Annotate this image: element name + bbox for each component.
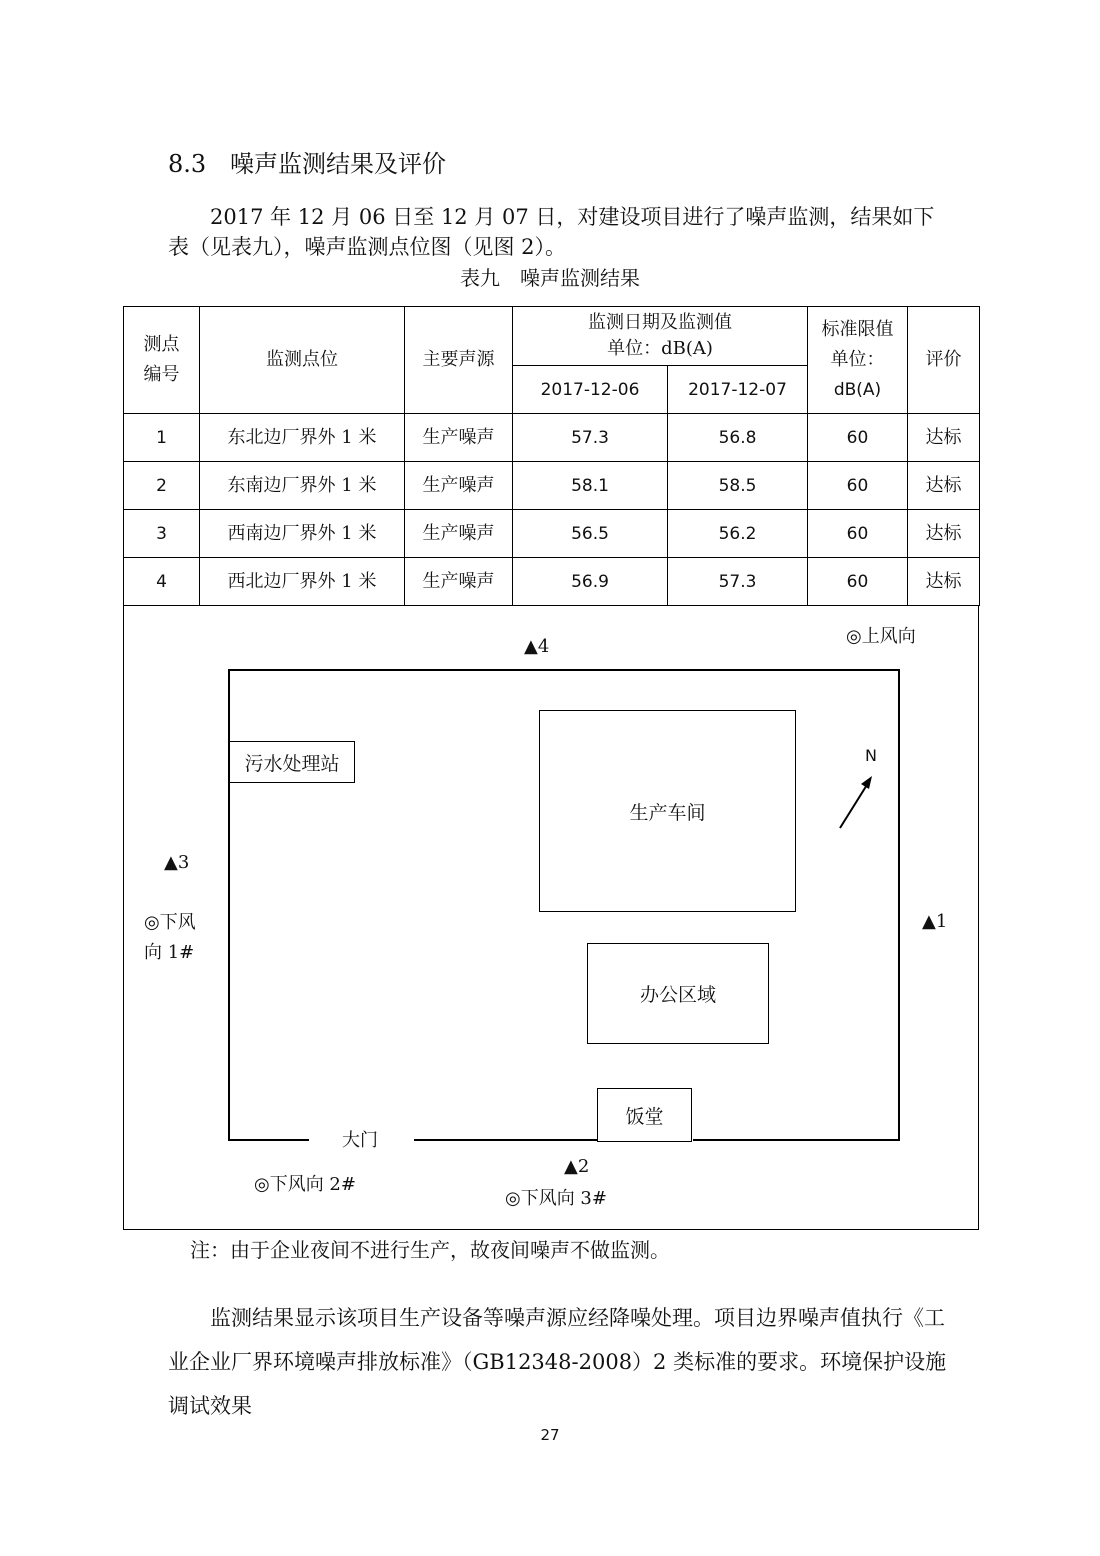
downwind-1-label: ◎下风 向 1#	[144, 912, 196, 963]
header-date1: 2017-12-06	[513, 366, 668, 414]
downwind-2-label: ◎下风向 2#	[254, 1174, 356, 1195]
header-limit: 标准限值 单位： dB(A)	[808, 307, 908, 414]
section-title: 噪声监测结果及评价	[230, 150, 446, 178]
cell-source: 生产噪声	[405, 414, 513, 462]
cell-value-day2: 57.3	[668, 558, 808, 606]
north-arrow-icon	[840, 780, 870, 828]
downwind-3-label: ◎下风向 3#	[505, 1188, 607, 1209]
cell-value-day2: 58.5	[668, 462, 808, 510]
gate-label: 大门	[342, 1130, 378, 1151]
cell-source: 生产噪声	[405, 510, 513, 558]
canteen-box: 饭堂	[597, 1088, 692, 1142]
cell-value-day1: 56.5	[513, 510, 668, 558]
section-number: 8.3	[168, 150, 207, 178]
table-note: 注：由于企业夜间不进行生产，故夜间噪声不做监测。	[190, 1238, 670, 1262]
workshop-box: 生产车间	[539, 710, 796, 912]
cell-value-day2: 56.8	[668, 414, 808, 462]
cell-source: 生产噪声	[405, 462, 513, 510]
header-point-no: 测点编号	[124, 307, 200, 414]
cell-location: 西南边厂界外 1 米	[200, 510, 405, 558]
cell-location: 西北边厂界外 1 米	[200, 558, 405, 606]
cell-source: 生产噪声	[405, 558, 513, 606]
cell-value-day1: 56.9	[513, 558, 668, 606]
page-number: 27	[540, 1426, 560, 1444]
sewage-station-box: 污水处理站	[229, 741, 355, 783]
header-location: 监测点位	[200, 307, 405, 414]
cell-no: 3	[124, 510, 200, 558]
upwind-label: ◎上风向	[846, 626, 916, 647]
point-4-marker: ▲4	[524, 636, 550, 657]
cell-no: 4	[124, 558, 200, 606]
cell-value-day1: 58.1	[513, 462, 668, 510]
cell-location: 东北边厂界外 1 米	[200, 414, 405, 462]
table-row	[124, 414, 980, 462]
cell-eval: 达标	[908, 558, 980, 606]
cell-limit: 60	[808, 558, 908, 606]
header-evaluation: 评价	[908, 307, 980, 414]
header-source: 主要声源	[405, 307, 513, 414]
cell-no: 1	[124, 414, 200, 462]
header-date2: 2017-12-07	[668, 366, 808, 414]
conclusion-paragraph: 监测结果显示该项目生产设备等噪声源应经降噪处理。项目边界噪声值执行《工业企业厂界环境噪声排放标准》（GB12348-2008）2 类标准的要求。环境保护设施调试效果	[168, 1306, 947, 1418]
cell-no: 2	[124, 462, 200, 510]
cell-value-day1: 57.3	[513, 414, 668, 462]
site-map-lines	[124, 606, 980, 1230]
section-heading	[168, 144, 446, 179]
cell-location: 东南边厂界外 1 米	[200, 462, 405, 510]
table-row	[124, 558, 980, 606]
office-box: 办公区域	[587, 943, 769, 1044]
cell-limit: 60	[808, 414, 908, 462]
cell-limit: 60	[808, 510, 908, 558]
point-3-marker: ▲3	[164, 852, 190, 873]
point-1-marker: ▲1	[922, 911, 948, 932]
point-2-marker: ▲2	[564, 1156, 590, 1177]
header-date-group: 监测日期及监测值 单位：dB(A)	[513, 307, 808, 366]
noise-results-table	[123, 306, 980, 606]
cell-eval: 达标	[908, 414, 980, 462]
cell-limit: 60	[808, 462, 908, 510]
table-row	[124, 510, 980, 558]
north-label: N	[865, 746, 877, 765]
cell-eval: 达标	[908, 462, 980, 510]
cell-value-day2: 56.2	[668, 510, 808, 558]
intro-paragraph: 2017 年 12 月 06 日至 12 月 07 日，对建设项目进行了噪声监测，结果如下表（见表九），噪声监测点位图（见图 2）。	[168, 205, 935, 259]
table-caption: 表九 噪声监测结果	[460, 266, 640, 290]
table-row	[124, 462, 980, 510]
monitoring-site-map	[123, 606, 979, 1230]
cell-eval: 达标	[908, 510, 980, 558]
